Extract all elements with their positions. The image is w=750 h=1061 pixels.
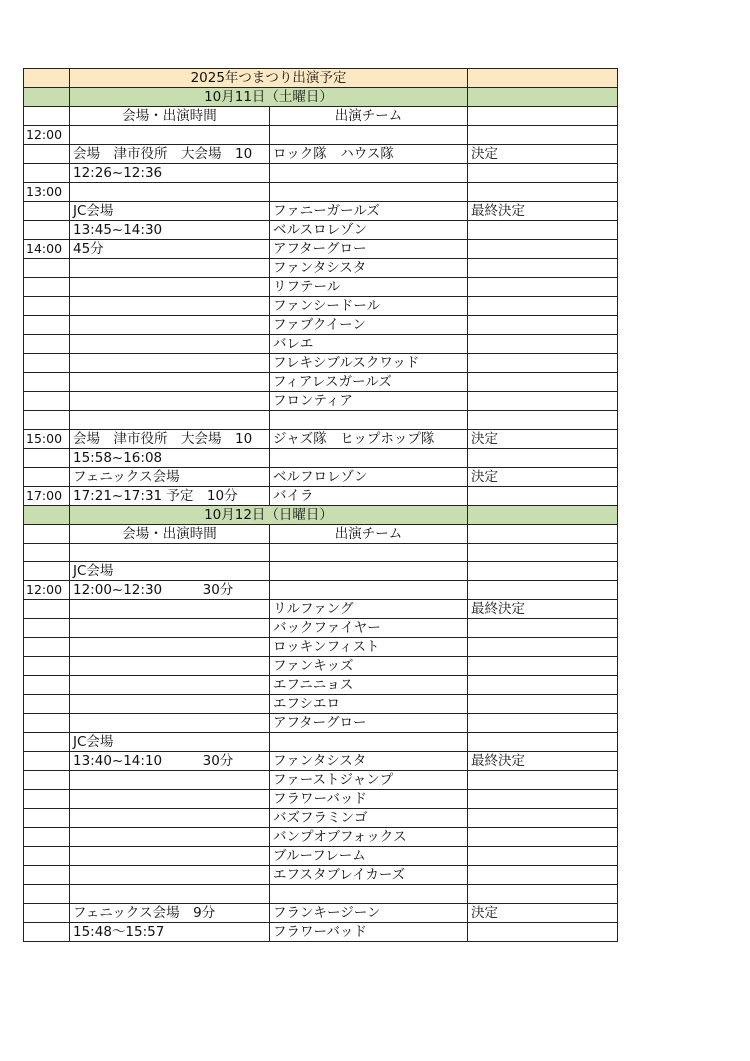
status-cell [468, 695, 618, 714]
venue-cell [70, 411, 270, 430]
date-heading: 10月12日（日曜日） [70, 505, 468, 524]
team-cell: フラワーバッド [270, 790, 468, 809]
status-cell: 最終決定 [468, 752, 618, 771]
table-row [24, 600, 618, 619]
team-cell: フラワーバッド [270, 922, 468, 941]
team-cell [270, 562, 468, 581]
column-header-row [24, 524, 618, 543]
status-cell [468, 714, 618, 733]
table-row [24, 145, 618, 164]
status-cell [468, 922, 618, 941]
column-header-row [24, 107, 618, 126]
title-row [24, 69, 618, 88]
date-side-cell [468, 88, 618, 107]
team-cell: ファーストジャンプ [270, 771, 468, 790]
status-cell [468, 657, 618, 676]
venue-cell [70, 828, 270, 847]
status-cell [468, 562, 618, 581]
venue-cell [70, 771, 270, 790]
venue-cell: 13:40~14:10 30分 [70, 752, 270, 771]
team-cell [270, 126, 468, 145]
team-cell: リフテール [270, 278, 468, 297]
venue-cell: JC会場 [70, 562, 270, 581]
table-row [24, 411, 618, 430]
venue-cell: JC会場 [70, 733, 270, 752]
status-cell [468, 771, 618, 790]
venue-time-header: 会場・出演時間 [70, 107, 270, 126]
team-cell: エフニニョス [270, 676, 468, 695]
status-cell: 決定 [468, 145, 618, 164]
venue-cell: 45分 [70, 240, 270, 259]
status-cell [468, 581, 618, 600]
team-cell: フレキシブルスクワッド [270, 354, 468, 373]
time-cell [24, 714, 70, 733]
team-cell: ファンシードール [270, 297, 468, 316]
table-row [24, 259, 618, 278]
time-cell [24, 885, 70, 904]
date-side-cell [468, 505, 618, 524]
status-cell [468, 619, 618, 638]
team-cell [270, 543, 468, 562]
date-row [24, 88, 618, 107]
status-cell [468, 297, 618, 316]
table-row [24, 240, 618, 259]
time-cell [24, 411, 70, 430]
time-cell [24, 657, 70, 676]
table-row [24, 581, 618, 600]
date-blank-cell [24, 88, 70, 107]
title-side-cell [468, 69, 618, 88]
table-row [24, 335, 618, 354]
venue-cell: 12:00~12:30 30分 [70, 581, 270, 600]
table-row [24, 752, 618, 771]
team-cell [270, 733, 468, 752]
status-cell [468, 733, 618, 752]
team-header: 出演チーム [270, 107, 468, 126]
time-cell: 12:00 [24, 581, 70, 600]
team-cell: ロック隊 ハウス隊 [270, 145, 468, 164]
team-cell: エフシエロ [270, 695, 468, 714]
time-cell: 17:00 [24, 486, 70, 505]
venue-cell [70, 847, 270, 866]
table-row [24, 221, 618, 240]
status-cell: 決定 [468, 429, 618, 448]
time-cell [24, 373, 70, 392]
status-cell [468, 183, 618, 202]
venue-cell [70, 278, 270, 297]
status-cell: 最終決定 [468, 600, 618, 619]
title-blank-cell [24, 69, 70, 88]
time-cell [24, 467, 70, 486]
table-row [24, 922, 618, 941]
time-cell [24, 335, 70, 354]
table-row [24, 486, 618, 505]
venue-cell [70, 638, 270, 657]
venue-cell [70, 676, 270, 695]
team-header: 出演チーム [270, 524, 468, 543]
venue-cell [70, 335, 270, 354]
venue-time-header: 会場・出演時間 [70, 524, 270, 543]
status-cell [468, 638, 618, 657]
table-row [24, 676, 618, 695]
venue-cell [70, 600, 270, 619]
venue-cell: フェニックス会場 9分 [70, 903, 270, 922]
date-heading: 10月11日（土曜日） [70, 88, 468, 107]
table-row [24, 657, 618, 676]
venue-cell: 13:45~14:30 [70, 221, 270, 240]
team-cell: フロンティア [270, 392, 468, 411]
venue-cell: 会場 津市役所 大会場 10 [70, 429, 270, 448]
venue-cell [70, 657, 270, 676]
time-cell [24, 638, 70, 657]
status-cell [468, 866, 618, 885]
status-cell [468, 126, 618, 145]
status-cell [468, 373, 618, 392]
table-row [24, 638, 618, 657]
team-cell: ファンタシスタ [270, 752, 468, 771]
table-row [24, 164, 618, 183]
venue-cell [70, 866, 270, 885]
status-cell [468, 790, 618, 809]
time-cell: 12:00 [24, 126, 70, 145]
status-cell [468, 885, 618, 904]
venue-cell: JC会場 [70, 202, 270, 221]
table-row [24, 847, 618, 866]
status-cell [468, 543, 618, 562]
time-cell: 13:00 [24, 183, 70, 202]
table-row [24, 695, 618, 714]
venue-cell [70, 259, 270, 278]
team-cell: バイラ [270, 486, 468, 505]
status-cell [468, 809, 618, 828]
team-cell: ベルスロレゾン [270, 221, 468, 240]
team-cell: ジャズ隊 ヒップホップ隊 [270, 429, 468, 448]
team-cell [270, 448, 468, 467]
status-cell [468, 676, 618, 695]
team-cell: ブルーフレーム [270, 847, 468, 866]
venue-cell: 17:21~17:31 予定 10分 [70, 486, 270, 505]
venue-cell [70, 790, 270, 809]
team-cell: バズフラミンゴ [270, 809, 468, 828]
team-cell: アフターグロー [270, 240, 468, 259]
time-cell [24, 164, 70, 183]
venue-cell [70, 809, 270, 828]
status-cell [468, 486, 618, 505]
venue-cell [70, 183, 270, 202]
time-cell [24, 259, 70, 278]
team-cell: フランキージーン [270, 903, 468, 922]
time-cell [24, 922, 70, 941]
status-cell [468, 847, 618, 866]
time-cell [24, 676, 70, 695]
table-row [24, 866, 618, 885]
team-cell: リルファング [270, 600, 468, 619]
team-cell: ファンキッズ [270, 657, 468, 676]
venue-cell [70, 695, 270, 714]
time-cell [24, 600, 70, 619]
time-cell: 15:00 [24, 429, 70, 448]
status-cell [468, 411, 618, 430]
status-cell [468, 354, 618, 373]
venue-cell [70, 714, 270, 733]
time-cell [24, 847, 70, 866]
status-cell [468, 278, 618, 297]
table-row [24, 771, 618, 790]
table-row [24, 448, 618, 467]
time-cell [24, 221, 70, 240]
venue-cell [70, 543, 270, 562]
venue-cell [70, 354, 270, 373]
table-row [24, 183, 618, 202]
venue-cell [70, 392, 270, 411]
schedule-sheet [23, 68, 618, 942]
table-row [24, 429, 618, 448]
time-cell [24, 145, 70, 164]
table-row [24, 373, 618, 392]
table-row [24, 903, 618, 922]
date-blank-cell [24, 505, 70, 524]
team-cell: ファブクイーン [270, 316, 468, 335]
table-row [24, 392, 618, 411]
header-side-cell [468, 107, 618, 126]
time-cell [24, 316, 70, 335]
table-row [24, 809, 618, 828]
header-side-cell [468, 524, 618, 543]
table-row [24, 733, 618, 752]
time-cell [24, 771, 70, 790]
team-cell [270, 581, 468, 600]
team-cell [270, 164, 468, 183]
time-cell [24, 809, 70, 828]
time-cell [24, 619, 70, 638]
time-cell [24, 297, 70, 316]
time-cell [24, 695, 70, 714]
team-cell [270, 183, 468, 202]
status-cell [468, 240, 618, 259]
venue-cell [70, 126, 270, 145]
team-cell: バックファイヤー [270, 619, 468, 638]
time-cell [24, 543, 70, 562]
header-blank-cell [24, 107, 70, 126]
table-row [24, 126, 618, 145]
page-title: 2025年つまつり出演予定 [70, 69, 468, 88]
venue-cell: 15:48～15:57 [70, 922, 270, 941]
team-cell: ベルフロレゾン [270, 467, 468, 486]
status-cell [468, 221, 618, 240]
time-cell [24, 752, 70, 771]
table-row [24, 278, 618, 297]
header-blank-cell [24, 524, 70, 543]
status-cell [468, 164, 618, 183]
venue-cell: 15:58~16:08 [70, 448, 270, 467]
table-row [24, 202, 618, 221]
status-cell [468, 335, 618, 354]
status-cell [468, 448, 618, 467]
time-cell: 14:00 [24, 240, 70, 259]
status-cell [468, 828, 618, 847]
time-cell [24, 354, 70, 373]
venue-cell [70, 373, 270, 392]
time-cell [24, 448, 70, 467]
time-cell [24, 866, 70, 885]
table-row [24, 316, 618, 335]
venue-cell: フェニックス会場 [70, 467, 270, 486]
status-cell [468, 392, 618, 411]
date-row [24, 505, 618, 524]
schedule-body [24, 69, 618, 942]
time-cell [24, 392, 70, 411]
time-cell [24, 202, 70, 221]
team-cell: バレエ [270, 335, 468, 354]
team-cell: ロッキンフィスト [270, 638, 468, 657]
team-cell: アフターグロー [270, 714, 468, 733]
time-cell [24, 903, 70, 922]
status-cell [468, 259, 618, 278]
team-cell: エフスタブレイカーズ [270, 866, 468, 885]
time-cell [24, 278, 70, 297]
time-cell [24, 733, 70, 752]
venue-cell: 12:26~12:36 [70, 164, 270, 183]
table-row [24, 790, 618, 809]
table-row [24, 885, 618, 904]
table-row [24, 714, 618, 733]
table-row [24, 619, 618, 638]
venue-cell [70, 619, 270, 638]
time-cell [24, 562, 70, 581]
team-cell: フィアレスガールズ [270, 373, 468, 392]
status-cell [468, 316, 618, 335]
venue-cell [70, 316, 270, 335]
venue-cell: 会場 津市役所 大会場 10 [70, 145, 270, 164]
team-cell: バンプオブフォックス [270, 828, 468, 847]
venue-cell [70, 885, 270, 904]
table-row [24, 354, 618, 373]
status-cell: 決定 [468, 903, 618, 922]
team-cell [270, 411, 468, 430]
time-cell [24, 790, 70, 809]
time-cell [24, 828, 70, 847]
team-cell: ファニーガールズ [270, 202, 468, 221]
status-cell: 最終決定 [468, 202, 618, 221]
table-row [24, 562, 618, 581]
table-row [24, 543, 618, 562]
table-row [24, 467, 618, 486]
table-row [24, 828, 618, 847]
status-cell: 決定 [468, 467, 618, 486]
team-cell [270, 885, 468, 904]
table-row [24, 297, 618, 316]
team-cell: ファンタシスタ [270, 259, 468, 278]
venue-cell [70, 297, 270, 316]
